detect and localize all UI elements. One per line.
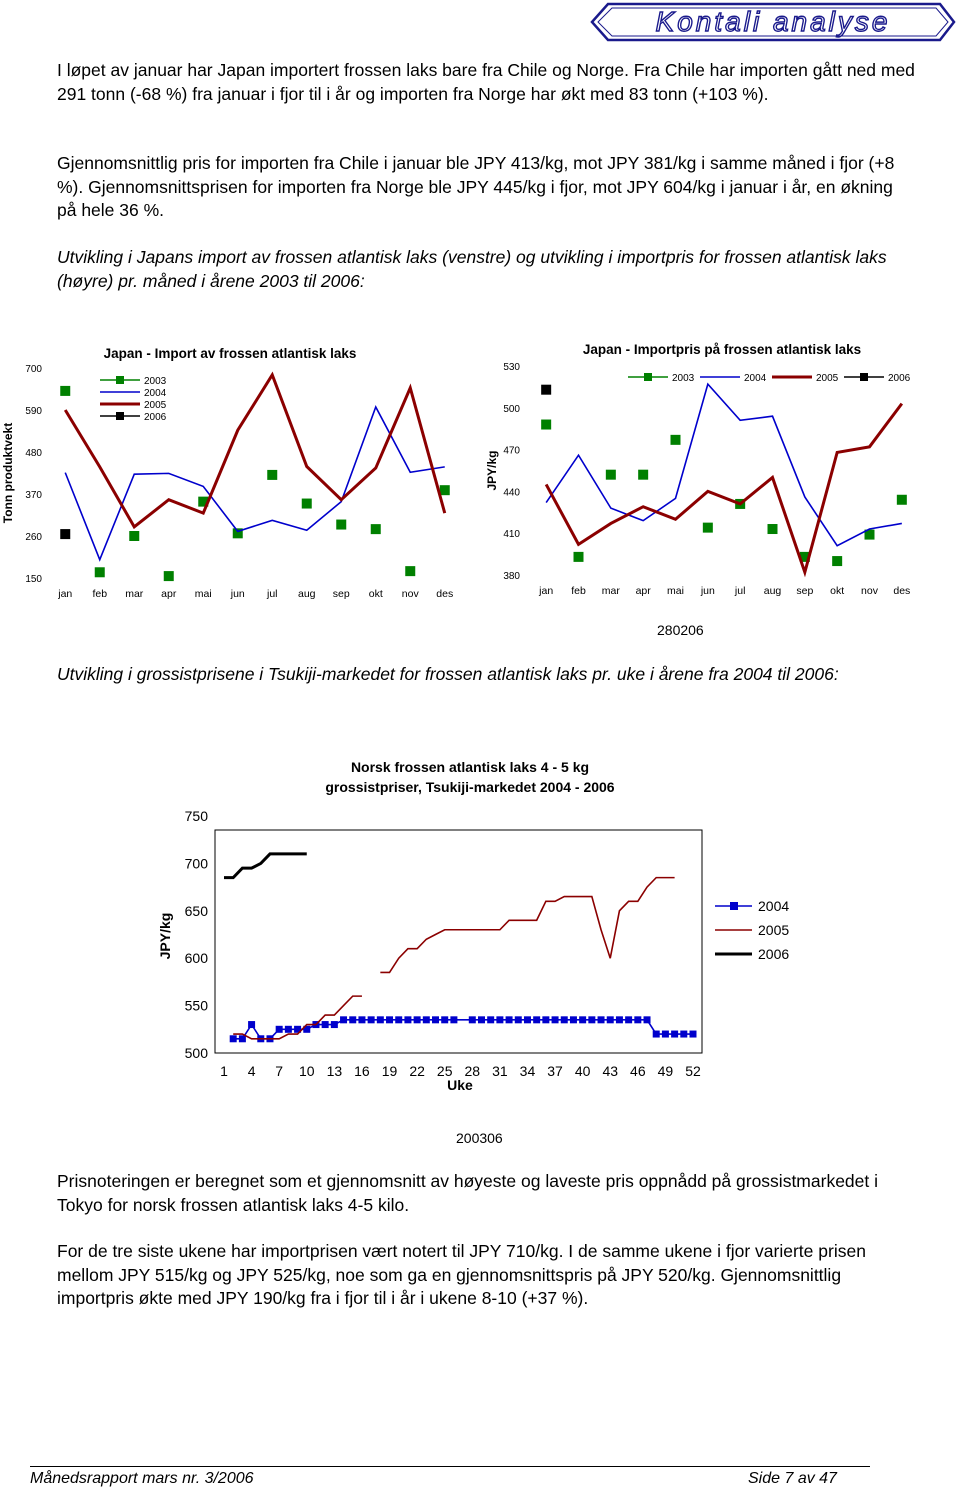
data-point-2004 <box>368 1016 375 1023</box>
data-point-2004 <box>239 1035 246 1042</box>
y-tick-label: 150 <box>25 574 42 585</box>
x-tick-label: feb <box>571 585 586 597</box>
y-tick-label: 530 <box>503 362 520 373</box>
data-point-2004 <box>404 1016 411 1023</box>
legend-label-2005: 2005 <box>144 400 167 411</box>
y-tick-label: 500 <box>503 403 520 415</box>
x-tick-label: aug <box>297 588 316 600</box>
x-tick-label: feb <box>92 588 108 600</box>
y-tick-label: 440 <box>503 487 520 499</box>
y-axis-label: JPY/kg <box>485 450 499 491</box>
x-tick-label: des <box>436 588 454 600</box>
legend-label-2006: 2006 <box>758 946 790 962</box>
data-point-2003 <box>302 499 312 509</box>
data-point-2004 <box>423 1016 430 1023</box>
y-tick-label: 650 <box>184 902 208 919</box>
caption-date-2: 200306 <box>456 1130 503 1146</box>
data-point-2004 <box>515 1016 522 1023</box>
data-point-2003 <box>440 485 450 495</box>
import-price-chart <box>470 330 940 610</box>
footer-report-name: Månedsrapport mars nr. 3/2006 <box>30 1470 254 1487</box>
x-tick-label: jun <box>700 585 715 597</box>
legend-label-2003: 2003 <box>672 373 695 384</box>
data-point-2004 <box>248 1021 255 1028</box>
data-point-2004 <box>506 1016 513 1023</box>
x-tick-label: aug <box>763 585 782 597</box>
data-point-2004 <box>340 1016 347 1023</box>
data-point-2004 <box>625 1016 632 1023</box>
wholesale-price-chart <box>140 748 880 1108</box>
data-point-2003 <box>60 386 70 396</box>
import-volume-chart <box>0 330 470 610</box>
x-tick-label: 16 <box>354 1063 370 1079</box>
x-tick-label: jun <box>230 588 245 600</box>
x-tick-label: nov <box>401 588 419 600</box>
data-point-2004 <box>542 1016 549 1023</box>
legend-label-2004: 2004 <box>144 388 167 399</box>
data-point-2004 <box>377 1016 384 1023</box>
x-tick-label: mai <box>667 585 684 597</box>
y-tick-label: 480 <box>25 448 42 459</box>
data-point-2003 <box>638 470 648 480</box>
x-tick-label: mar <box>125 588 144 600</box>
data-point-2004 <box>414 1016 421 1023</box>
x-tick-label: okt <box>368 588 383 600</box>
data-point-2004 <box>616 1016 623 1023</box>
data-point-2003 <box>897 495 907 505</box>
data-point-2004 <box>653 1031 660 1038</box>
x-tick-label: mai <box>194 588 212 600</box>
kontali-logo <box>578 0 956 44</box>
data-point-2004 <box>349 1016 356 1023</box>
x-tick-label: 25 <box>436 1063 453 1079</box>
legend-label-2003: 2003 <box>144 376 167 387</box>
legend-marker-2006 <box>860 373 868 381</box>
legend-label-2005: 2005 <box>758 922 790 938</box>
data-point-2004 <box>690 1031 697 1038</box>
data-point-2004 <box>588 1016 595 1023</box>
x-tick-label: okt <box>830 585 845 597</box>
footer-page-number: Side 7 av 47 <box>748 1470 837 1487</box>
data-point-2003 <box>371 524 381 534</box>
y-tick-label: 700 <box>25 364 42 375</box>
x-tick-label: apr <box>635 585 651 597</box>
logo-text: Kontali analyse <box>655 6 891 37</box>
legend-marker-2006 <box>116 412 124 420</box>
legend-marker-2003 <box>644 373 652 381</box>
y-tick-label: 750 <box>184 808 208 824</box>
x-tick-label: 13 <box>326 1063 343 1079</box>
x-tick-label: 40 <box>574 1063 591 1079</box>
data-point-2004 <box>432 1016 439 1023</box>
x-tick-label: 28 <box>464 1063 481 1079</box>
data-point-2004 <box>276 1026 283 1033</box>
legend-marker-2003 <box>116 376 124 384</box>
legend-marker-2004 <box>730 902 738 910</box>
y-tick-label: 590 <box>25 406 42 417</box>
data-point-2004 <box>285 1026 292 1033</box>
y-tick-label: 370 <box>25 490 42 501</box>
paragraph-chart-intro: Utvikling i Japans import av frossen atlantisk laks (venstre) og utvikling i importpris for frossen atlantisk laks (høyre) pr. måned i årene 2003 til 2006: <box>57 247 887 291</box>
x-tick-label: 4 <box>247 1063 256 1079</box>
x-tick-label: mar <box>601 585 620 597</box>
data-point-2004 <box>322 1021 329 1028</box>
legend-label-2004: 2004 <box>758 898 790 914</box>
data-point-2004 <box>386 1016 393 1023</box>
y-tick-label: 550 <box>184 997 208 1014</box>
data-point-2003 <box>768 524 778 534</box>
data-point-2004 <box>598 1016 605 1023</box>
data-point-2004 <box>533 1016 540 1023</box>
data-point-2003 <box>832 556 842 566</box>
paragraph-wholesale-intro: Utvikling i grossistprisene i Tsukiji-markedet for frossen atlantisk laks pr. uke i årene fra 2004 til 2006: <box>57 664 839 684</box>
data-point-2004 <box>230 1035 237 1042</box>
x-tick-label: 22 <box>409 1063 425 1079</box>
x-tick-label: 19 <box>381 1063 398 1079</box>
x-tick-label: 10 <box>298 1063 315 1079</box>
data-point-2004 <box>441 1016 448 1023</box>
y-tick-label: 600 <box>184 950 208 967</box>
x-tick-label: sep <box>332 588 350 600</box>
y-tick-label: 380 <box>503 571 520 582</box>
data-point-2004 <box>662 1031 669 1038</box>
legend-label-2006: 2006 <box>144 412 167 423</box>
y-tick-label: 700 <box>184 855 208 872</box>
data-point-2004 <box>671 1031 678 1038</box>
data-point-2004 <box>634 1016 641 1023</box>
y-tick-label: 470 <box>503 445 520 457</box>
data-point-2004 <box>496 1016 503 1023</box>
data-point-2004 <box>570 1016 577 1023</box>
series-line-2005 <box>380 878 674 973</box>
series-line-2004 <box>65 407 445 560</box>
data-point-2004 <box>478 1016 485 1023</box>
chart-title-line-1: Norsk frossen atlantisk laks 4 - 5 kg <box>350 759 590 775</box>
data-point-2003 <box>671 435 681 445</box>
paragraph-import-price: Gjennomsnittlig pris for importen fra Chile i januar ble JPY 413/kg, mot JPY 381/kg i samme måned i fjor (+8 %). Gjennomsnittsprisen for importen fra Norge ble JPY 445/kg i fjor, mot JPY 604/kg i januar i år, en økning på hele 36 %. <box>57 153 895 220</box>
data-point-2003 <box>405 566 415 576</box>
x-tick-label: 1 <box>220 1063 228 1079</box>
data-point-2004 <box>450 1016 457 1023</box>
x-tick-label: 52 <box>685 1063 701 1079</box>
x-tick-label: apr <box>161 588 177 600</box>
y-tick-label: 500 <box>184 1045 208 1061</box>
chart-title: Japan - Import av frossen atlantisk laks <box>103 346 357 361</box>
y-axis-label: Tonn produktvekt <box>1 422 15 524</box>
data-point-2004 <box>561 1016 568 1023</box>
paragraph-import-volume: I løpet av januar har Japan importert frossen laks bare fra Chile og Norge. Fra Chile har importen gått ned med 291 tonn (-68 %) fra januar i fjor til i år og importen fra Norge har økt med 83 tonn (+103 %). <box>57 60 915 104</box>
data-point-2004 <box>552 1016 559 1023</box>
series-line-2006 <box>224 854 307 878</box>
x-tick-label: sep <box>796 585 814 597</box>
footer-rule <box>30 1466 870 1467</box>
x-tick-label: 49 <box>657 1063 674 1079</box>
data-point-2003 <box>703 523 713 533</box>
data-point-2004 <box>607 1016 614 1023</box>
x-tick-label: jul <box>266 588 278 600</box>
data-point-2003 <box>574 552 584 562</box>
data-point-2004 <box>395 1016 402 1023</box>
x-tick-label: jan <box>539 585 554 597</box>
legend-label-2006: 2006 <box>888 373 911 384</box>
x-tick-label: 37 <box>547 1063 563 1079</box>
x-tick-label: nov <box>861 585 878 597</box>
series-line-2005 <box>546 404 902 573</box>
x-axis-label: Uke <box>447 1077 473 1093</box>
data-point-2004 <box>487 1016 494 1023</box>
series-line-2004 <box>546 384 902 546</box>
paragraph-price-method: Prisnoteringen er beregnet som et gjennomsnitt av høyeste og laveste pris oppnådd på grossistmarkedet i Tokyo for norsk frossen atlantisk laks 4-5 kilo. <box>57 1171 879 1215</box>
data-point-2004 <box>644 1016 651 1023</box>
data-point-2006 <box>60 529 70 539</box>
x-tick-label: 31 <box>492 1063 508 1079</box>
chart-title: Japan - Importpris på frossen atlantisk laks <box>582 342 862 357</box>
data-point-2004 <box>469 1016 476 1023</box>
paragraph-recent-price: For de tre siste ukene har importprisen vært notert til JPY 710/kg. I de samme ukene i fjor varierte prisen mellom JPY 515/kg og JPY 525/kg, noe som ga en gjennomsnittspris på JPY 520/kg. Gjennomsnittlig importpris økte med JPY 190/kg fra i fjor til i år i ukene 8-10 (+37 %). <box>57 1241 866 1308</box>
data-point-2004 <box>358 1016 365 1023</box>
x-tick-label: 46 <box>630 1063 646 1079</box>
x-tick-label: 7 <box>275 1063 284 1079</box>
x-tick-label: 43 <box>602 1063 619 1079</box>
data-point-2003 <box>606 470 616 480</box>
caption-date-1: 280206 <box>657 622 704 638</box>
data-point-2003 <box>267 470 277 480</box>
data-point-2006 <box>541 385 551 395</box>
data-point-2003 <box>129 531 139 541</box>
data-point-2004 <box>579 1016 586 1023</box>
data-point-2003 <box>336 520 346 530</box>
data-point-2004 <box>680 1031 687 1038</box>
y-tick-label: 260 <box>25 532 42 543</box>
data-point-2003 <box>95 567 105 577</box>
chart-title-line-2: grossistpriser, Tsukiji-markedet 2004 - 2006 <box>325 779 615 795</box>
data-point-2004 <box>331 1021 338 1028</box>
data-point-2003 <box>541 420 551 430</box>
x-tick-label: des <box>893 585 911 597</box>
y-tick-label: 410 <box>503 529 520 541</box>
y-axis-label: JPY/kg <box>157 912 173 960</box>
chart-title <box>325 759 614 795</box>
legend-label-2004: 2004 <box>744 373 767 384</box>
x-tick-label: jul <box>734 585 746 597</box>
data-point-2003 <box>164 571 174 581</box>
x-tick-label: 34 <box>519 1063 536 1079</box>
x-tick-label: jan <box>58 588 73 600</box>
legend-label-2005: 2005 <box>816 373 839 384</box>
data-point-2004 <box>524 1016 531 1023</box>
